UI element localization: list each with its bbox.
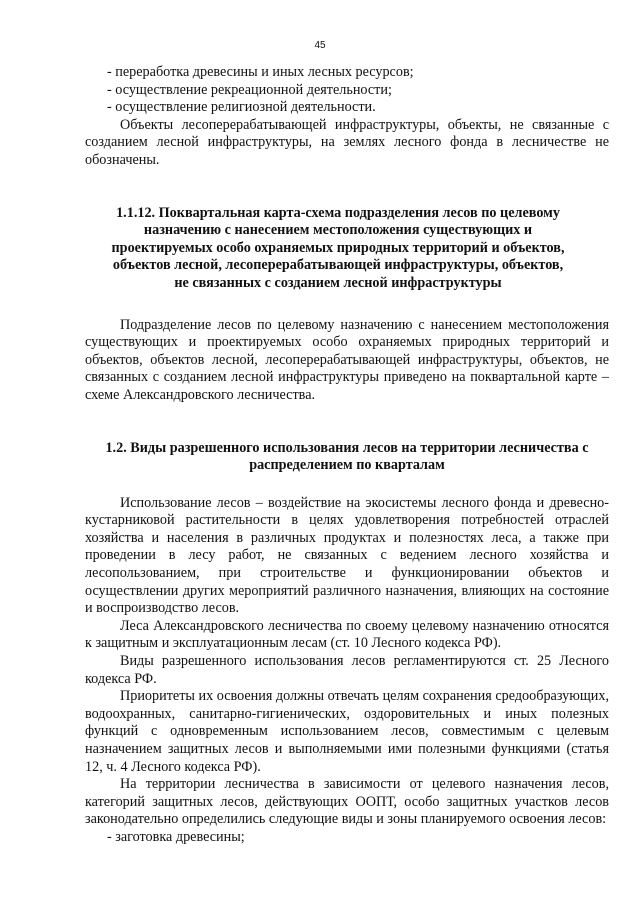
list-item: - переработка древесины и иных лесных ресурсов; <box>107 64 414 80</box>
section-1-2-paragraph: Использование лесов – воздействие на экосистемы лесного фонда и древесно-кустарниковой растительности в целях удовлетворения потребностей отраслей хозяйства и населения в различных продуктах и полезностях леса, а также при проведении в лесу работ, не связанных с ведением лесного хозяйства и лесопользованием, при строительстве и функционировании объектов и осуществлении других мероприятий различного назначения, влияющих на состояние и воспроизводство лесов. <box>85 494 609 617</box>
section-1-2-paragraph: Приоритеты их освоения должны отвечать целям сохранения средообразующих, водоохранных, санитарно-гигиенических, оздоровительных и иных полезных функций с одновременным использованием лесов, совместимым с целевым назначением защитных лесов и выполняемыми ими полезными функциями (статья 12, ч. 4 Лесного кодекса РФ). <box>85 688 609 775</box>
page-number: 45 <box>314 40 326 51</box>
section-heading-1-2: 1.2. Виды разрешенного использования лесов на территории лесничества с распределением по кварталам <box>105 439 589 474</box>
intro-paragraph: Объекты лесоперерабатывающей инфраструктуры, объекты, не связанные с созданием лесной инфраструктуры, на землях лесного фонда в лесничестве не обозначены. <box>85 116 609 168</box>
section-heading-1-1-12: 1.1.12. Поквартальная карта-схема подразделения лесов по целевому назначению с нанесением местоположения существующих и проектируемых особо охраняемых природных территорий и объектов, объектов лесной, лесоперерабатывающей инфраструктуры, объектов, не связанных с созданием лесной инфраструктуры <box>111 204 565 291</box>
section-1-2-paragraph: На территории лесничества в зависимости от целевого назначения лесов, категорий защитных лесов, действующих ООПТ, особо защитных участков лесов законодательно определились следующие виды и зоны планируемого освоения лесов: <box>85 776 609 828</box>
intro-list <box>85 64 609 117</box>
list-item: - осуществление рекреационной деятельности; <box>107 81 392 98</box>
section-1-1-12-paragraph: Подразделение лесов по целевому назначению с нанесением местоположения существующих и проектируемых особо охраняемых природных территорий и объектов, объектов лесной, лесоперерабатывающей инфраструктуры, объектов, не связанных с созданием лесной инфраструктуры приведено на поквартальной карте – схеме Александровского лесничества. <box>85 316 609 403</box>
section-1-2-paragraph: Леса Александровского лесничества по своему целевому назначению относятся к защитным и эксплуатационным лесам (ст. 10 Лесного кодекса РФ). <box>85 617 609 652</box>
list-item: - осуществление религиозной деятельности. <box>107 99 376 116</box>
list-item: - заготовка древесины; <box>107 828 245 845</box>
page-content <box>85 64 609 847</box>
section-1-2-paragraph: Виды разрешенного использования лесов регламентируются ст. 25 Лесного кодекса РФ. <box>85 653 609 687</box>
